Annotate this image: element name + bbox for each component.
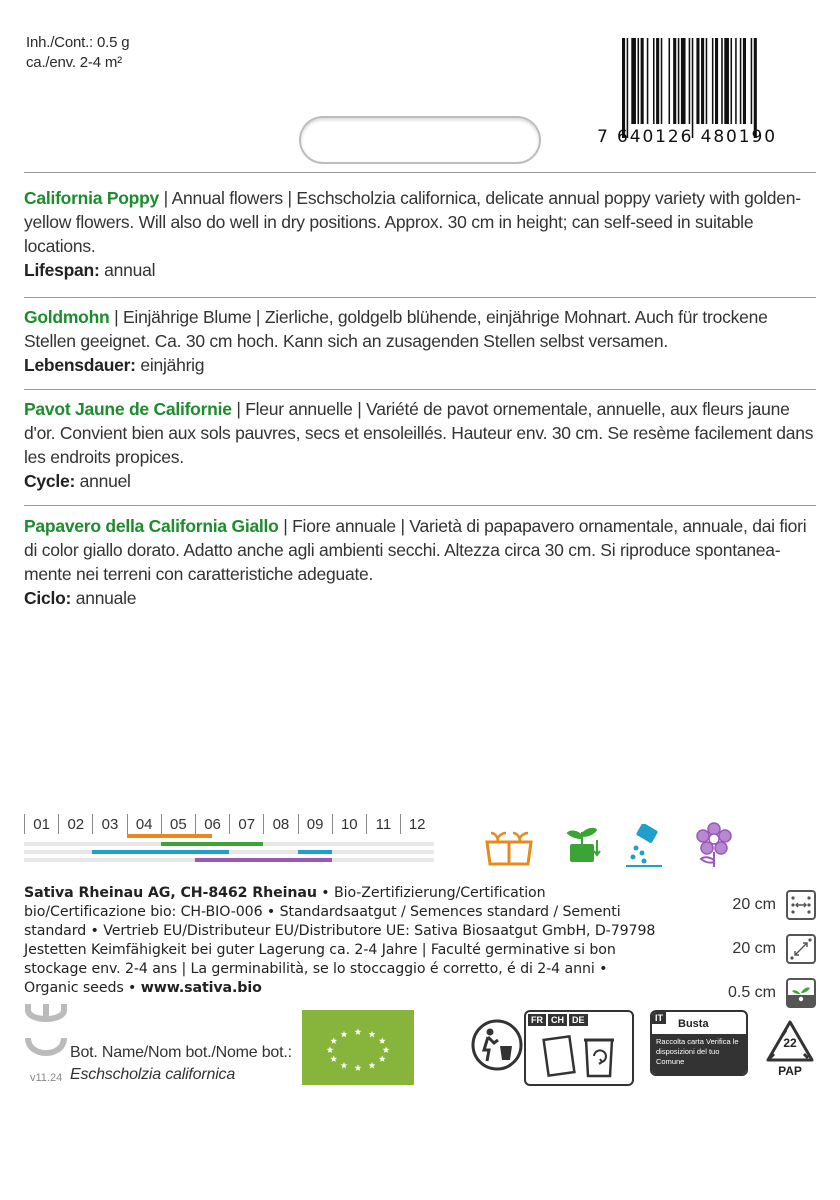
perforation-icon [24,1000,68,1080]
plant-spacing [732,934,816,964]
lifespan-label: Ciclo: [24,588,72,608]
month-label: 03 [92,814,126,834]
calendar-bar-planting-out [161,842,264,846]
divider [24,297,816,298]
sowing-depth [728,978,816,1008]
calendar-bar-flowering [195,858,332,862]
month-row [24,814,434,834]
lifespan-label: Cycle: [24,471,76,491]
barcode-bar [721,38,723,124]
lifespan-value: annuel [75,471,131,491]
eu-leaf-icon [302,1010,414,1085]
company-website: www.sativa.bio [140,980,262,996]
variety-text: | Fiore annuale | Varietà di papapavero ornamentale, annuale, dai fiori di color giallo dorato. Adatto anche agli ambienti secchi. Altezza circa 30 cm. Si riproduce spontanea-mente nei terreni con caratteristiche adeguate. [24,516,807,584]
month-label: 05 [161,814,195,834]
description-fr [24,397,816,493]
month-label: 01 [24,814,58,834]
eu-star [341,1062,348,1069]
barcode-bar [740,38,742,124]
month-label: 06 [195,814,229,834]
eu-star [369,1031,376,1038]
eu-star [379,1055,386,1062]
barcode-bar [622,38,625,138]
sowing-depth-value: 0.5 cm [727,984,776,1001]
flowering-icon [694,822,734,868]
variety-text: | Einjährige Blume | Zierliche, goldgelb blühende, einjährige Mohnart. Auch für trockene Stellen geeignet. Ca. 30 cm hoch. Kann sich an zusagenden Stellen selbst versamen. [24,307,768,351]
botanical-latin: Eschscholzia californica [70,1066,236,1083]
row-spacing [732,890,816,920]
company-info [24,884,664,998]
barcode-bar [631,38,636,124]
barcode-bar [706,38,708,124]
barcode-bar [731,38,733,124]
sowing-calendar [24,814,436,870]
calendar-bar-direct-sowing [92,850,229,854]
month-label: 04 [127,814,161,834]
barcode-bar [647,38,649,124]
barcode-bar [653,38,655,124]
eu-star [355,1028,362,1035]
eu-star [355,1064,362,1071]
company-text: • Bio-Zertifizierung/Certification bio/Certificazione bio: CH-BIO-006 • Standardsaatgut / Semences standard / Sementi standard • Vertrieb EU/Distributeur EU/Distributore UE: Sativa Biosaatgut GmbH, D-79798 Jestetten Keimfähigkeit bei guter Lagerung ca. 2-4 Jahre | Faculté germinative si bon stockage env. 2-4 ans | La germinabilità, se lo stoccaggio é corretto, é di 2-4 anni • Organic seeds • [24,885,656,996]
barcode-bar [715,38,718,124]
month-label: 09 [298,814,332,834]
lifespan-value: annual [99,260,156,280]
divider [24,389,816,390]
botanical-label: Bot. Name/Nom bot./Nome bot.: [70,1044,292,1061]
eu-star [341,1031,348,1038]
country-code-ch: CH [548,1014,567,1026]
busta-box [650,1010,748,1076]
botanical-name [70,1042,292,1086]
variety-name: Goldmohn [24,307,110,327]
barcode-bar [641,38,644,124]
contents-area: ca./env. 2-4 m² [26,54,122,71]
tidyman-icon [470,1018,524,1072]
lifespan-label: Lebensdauer: [24,355,136,375]
country-codes [528,1014,588,1026]
eu-star [327,1046,334,1053]
barcode-bar [724,38,729,124]
description-it [24,514,816,610]
variety-text: | Fleur annuelle | Variété de pavot ornementale, annuelle, aux fleurs jaune d'or. Convient bien aux sols pauvres, secs et ensoleillés. Hauteur env. 30 cm. Se resème facilement dans les endroits propices. [24,399,814,467]
contents-info [26,33,129,73]
month-label: 11 [366,814,400,834]
variety-text: | Annual flowers | Eschscholzia californica, delicate annual poppy variety with golden-yellow flowers. Will also do well in dry positions. Approx. 30 cm in height; can self-seed in suitable locations. [24,188,801,256]
barcode-bar [751,38,753,124]
sowing-in-pots-icon [484,828,534,866]
country-code-fr: FR [528,1014,546,1026]
version-label: v11.24 [30,1072,63,1084]
busta-title: Busta [678,1018,709,1030]
barcode-bar [712,38,714,124]
lifespan-value: annuale [71,588,137,608]
row-spacing-icon [786,890,816,920]
country-code-de: DE [569,1014,588,1026]
eu-star [330,1037,337,1044]
barcode-bar [656,38,659,124]
barcode-bar [673,38,676,124]
eu-star [379,1037,386,1044]
recycling-triman-box [524,1010,634,1086]
planting-out-icon [562,824,602,866]
variety-name: Pavot Jaune de Californie [24,399,232,419]
company-name: Sativa Rheinau AG, CH-8462 Rheinau [24,885,317,901]
barcode-bar [678,38,680,124]
barcode-bar [681,38,686,124]
month-label: 08 [263,814,297,834]
row-spacing-value: 20 cm [732,896,776,913]
barcode-bar [692,38,694,138]
calendar-bar-direct-sowing-2 [298,850,332,854]
month-label: 10 [332,814,366,834]
divider [24,172,816,173]
direct-sowing-icon [624,824,664,868]
barcode-bar [669,38,671,124]
hang-slot [299,116,541,164]
description-en [24,186,816,282]
sowing-depth-icon [786,978,816,1008]
barcode-bar [627,38,629,138]
description-de [24,305,816,377]
barcode-bar [689,38,691,124]
busta-text: Raccolta carta Verifica le disposizioni del tuo Comune [652,1034,746,1076]
barcode-number: 7 640126 480190 [597,127,777,147]
barcode-bar [735,38,737,124]
variety-name: California Poppy [24,188,160,208]
eu-organic-logo [302,1010,414,1085]
month-label: 12 [400,814,434,834]
eu-star [383,1046,390,1053]
plant-spacing-value: 20 cm [732,940,776,957]
it-label: IT [652,1012,666,1024]
calendar-bar-sowing-in-pots [127,834,213,838]
eu-star [330,1055,337,1062]
pap-number: 22 [783,1036,797,1050]
divider [24,505,816,506]
plant-spacing-icon [786,934,816,964]
barcode-bar [743,38,746,124]
pap-label: PAP [778,1064,802,1078]
contents-weight: Inh./Cont.: 0.5 g [26,34,130,51]
month-label: 07 [229,814,263,834]
lifespan-value: einjährig [135,355,205,375]
barcode-bar [701,38,704,124]
barcode-bar [638,38,640,124]
variety-name: Papavero della California Giallo [24,516,279,536]
barcode-bar [754,38,757,138]
paper-bin-icon [540,1032,620,1082]
barcode-bar [696,38,699,124]
lifespan-label: Lifespan: [24,260,100,280]
eu-star [369,1062,376,1069]
barcode-bar [661,38,663,124]
month-label: 02 [58,814,92,834]
